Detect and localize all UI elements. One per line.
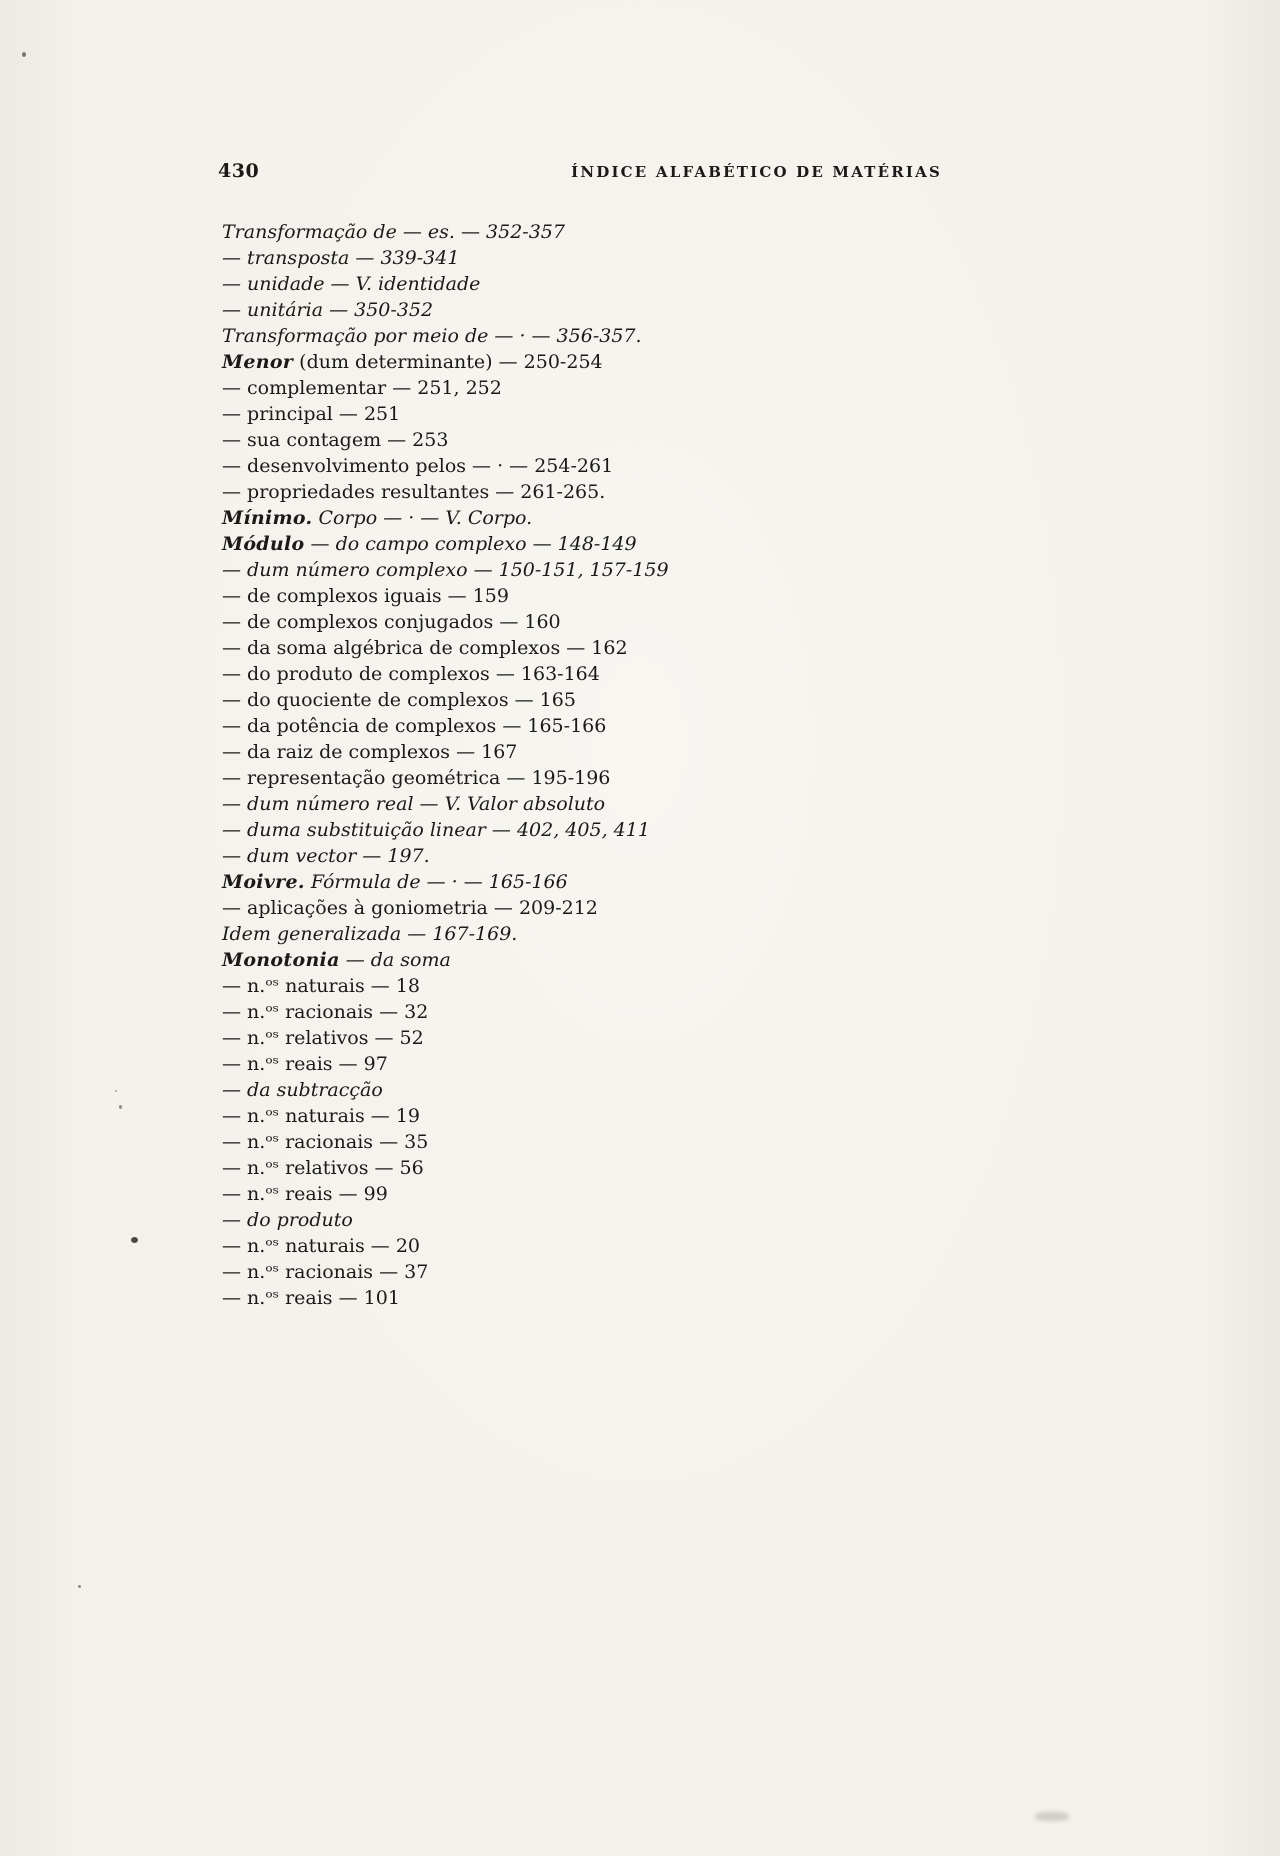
index-entry — [222, 245, 982, 271]
index-entry — [222, 505, 982, 531]
entry-text: — da soma algébrica de complexos — 162 — [222, 637, 628, 659]
index-entry — [222, 323, 982, 349]
entry-text: — principal — 251 — [222, 403, 401, 425]
index-entry — [222, 479, 982, 505]
page-header-title: ÍNDICE ALFABÉTICO DE MATÉRIAS — [571, 163, 942, 181]
entry-text: — do produto de complexos — 163-164 — [222, 663, 600, 685]
entry-text: Fórmula de — · — 165-166 — [304, 871, 568, 893]
index-entry — [222, 1103, 982, 1129]
index-entry — [222, 661, 982, 687]
index-entry — [222, 791, 982, 817]
index-entry — [222, 1207, 982, 1233]
index-entry — [222, 271, 982, 297]
entry-text: — dum número real — V. Valor absoluto — [222, 793, 606, 815]
entry-text: — do produto — [222, 1209, 353, 1231]
scan-speck — [78, 1585, 81, 1588]
entry-headword: Menor — [222, 351, 294, 373]
index-entry — [222, 921, 982, 947]
entry-text: — de complexos conjugados — 160 — [222, 611, 561, 633]
entry-text: — da raiz de complexos — 167 — [222, 741, 518, 763]
index-entry — [222, 375, 982, 401]
index-entry — [222, 583, 982, 609]
index-entry — [222, 1051, 982, 1077]
index-entry — [222, 999, 982, 1025]
entry-text: — n.ᵒˢ naturais — 20 — [222, 1235, 421, 1257]
entry-text: — do campo complexo — 148-149 — [304, 533, 637, 555]
index-entry — [222, 1077, 982, 1103]
index-entry — [222, 973, 982, 999]
scan-speck — [131, 1237, 138, 1243]
index-entry — [222, 843, 982, 869]
index-entry — [222, 947, 982, 973]
entry-text: — n.ᵒˢ naturais — 18 — [222, 975, 421, 997]
entry-text: — n.ᵒˢ racionais — 35 — [222, 1131, 429, 1153]
entry-text: — complementar — 251, 252 — [222, 377, 502, 399]
index-entry — [222, 531, 982, 557]
index-entry — [222, 349, 982, 375]
index-entry — [222, 557, 982, 583]
entry-text: — unitária — 350-352 — [222, 299, 434, 321]
index-entry — [222, 1259, 982, 1285]
entry-text: — de complexos iguais — 159 — [222, 585, 509, 607]
index-entry — [222, 817, 982, 843]
index-entry — [222, 765, 982, 791]
entry-text: Idem generalizada — 167-169. — [222, 923, 518, 945]
entry-text: (dum determinante) — 250-254 — [293, 351, 603, 373]
entry-text: — da potência de complexos — 165-166 — [222, 715, 607, 737]
entry-text: — da soma — [339, 949, 451, 971]
index-entry — [222, 687, 982, 713]
entry-text: — n.ᵒˢ relativos — 52 — [222, 1027, 424, 1049]
index-entry — [222, 895, 982, 921]
scan-speck — [115, 1090, 117, 1092]
entry-text: — da subtracção — [222, 1079, 383, 1101]
entry-headword: Monotonia — [222, 949, 340, 971]
entry-text: — n.ᵒˢ reais — 97 — [222, 1053, 388, 1075]
entry-text: — n.ᵒˢ relativos — 56 — [222, 1157, 424, 1179]
page-number: 430 — [218, 160, 260, 182]
entry-text: — do quociente de complexos — 165 — [222, 689, 576, 711]
index-entry — [222, 1181, 982, 1207]
index-entry — [222, 635, 982, 661]
entry-text: Transformação por meio de — · — 356-357. — [222, 325, 642, 347]
entry-text: — duma substituição linear — 402, 405, 411 — [222, 819, 650, 841]
index-entry — [222, 219, 982, 245]
index-entry — [222, 739, 982, 765]
entry-headword: Moivre. — [222, 871, 305, 893]
index-entry — [222, 1025, 982, 1051]
entry-text: — desenvolvimento pelos — · — 254-261 — [222, 455, 614, 477]
entry-text: — n.ᵒˢ racionais — 37 — [222, 1261, 429, 1283]
entry-text: — n.ᵒˢ reais — 99 — [222, 1183, 388, 1205]
entry-headword: Mínimo. — [222, 507, 313, 529]
entry-text: — n.ᵒˢ naturais — 19 — [222, 1105, 421, 1127]
entry-text: — representação geométrica — 195-196 — [222, 767, 611, 789]
entry-text: — unidade — V. identidade — [222, 273, 481, 295]
entry-text: — transposta — 339-341 — [222, 247, 460, 269]
index-entry — [222, 453, 982, 479]
running-head — [218, 160, 942, 182]
entry-text: — sua contagem — 253 — [222, 429, 449, 451]
entry-text: Transformação de — es. — 352-357 — [222, 221, 565, 243]
index-entry — [222, 297, 982, 323]
entry-text: — aplicações à goniometria — 209-212 — [222, 897, 598, 919]
entry-text: — dum número complexo — 150-151, 157-159 — [222, 559, 669, 581]
index-entry — [222, 869, 982, 895]
index-entry — [222, 1155, 982, 1181]
entry-headword: Módulo — [222, 533, 305, 555]
index-content — [222, 219, 982, 1311]
index-entry — [222, 427, 982, 453]
scan-speck — [22, 52, 26, 57]
entry-text: — dum vector — 197. — [222, 845, 430, 867]
entry-text: Corpo — · — V. Corpo. — [312, 507, 533, 529]
entry-text: — n.ᵒˢ racionais — 32 — [222, 1001, 429, 1023]
index-entry — [222, 1285, 982, 1311]
scan-speck — [119, 1105, 122, 1109]
entry-text: — n.ᵒˢ reais — 101 — [222, 1287, 400, 1309]
index-entry — [222, 401, 982, 427]
scan-smudge — [1035, 1812, 1069, 1821]
index-entry — [222, 1129, 982, 1155]
entry-text: — propriedades resultantes — 261-265. — [222, 481, 606, 503]
index-entry — [222, 1233, 982, 1259]
index-entry — [222, 713, 982, 739]
index-entry — [222, 609, 982, 635]
